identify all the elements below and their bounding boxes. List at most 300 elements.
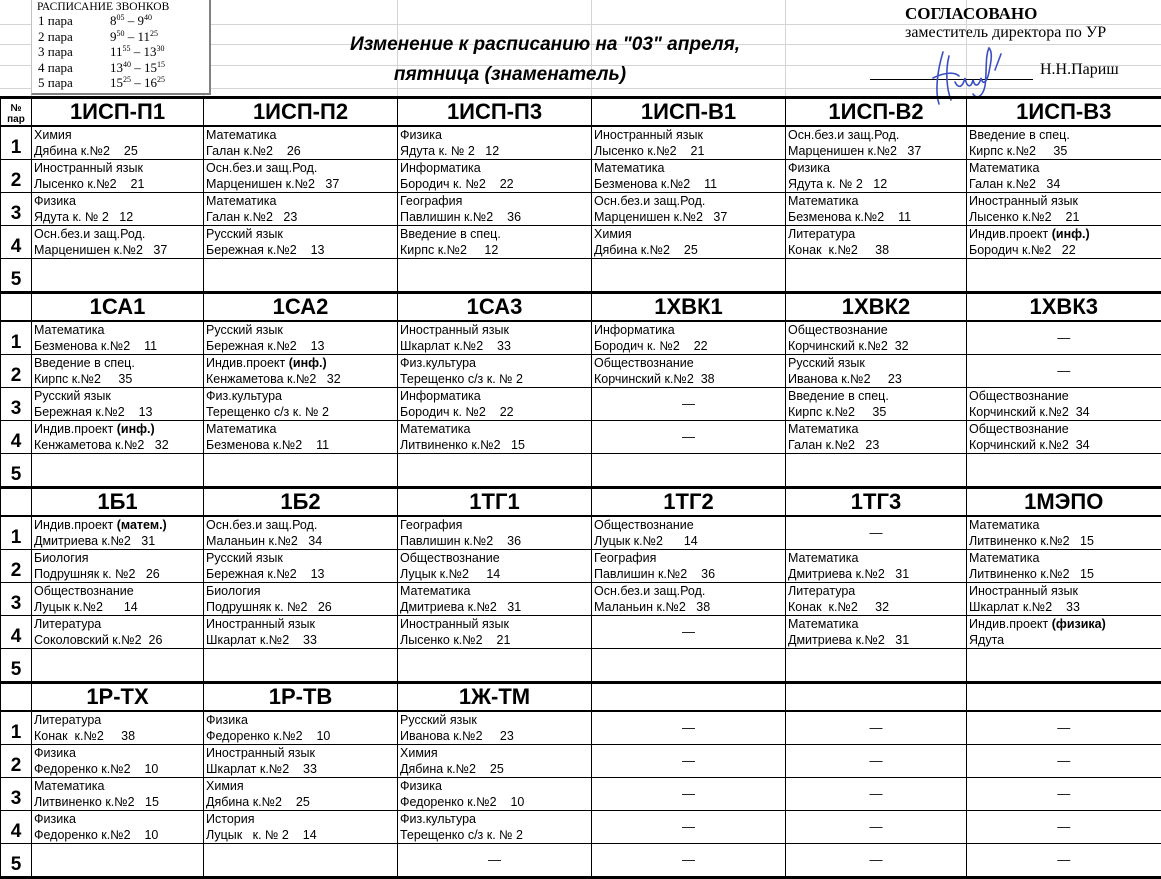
lesson-cell [204,844,398,878]
group-name: 1Р-ТХ [32,683,204,712]
lesson-cell [32,160,204,193]
lesson-cell [204,321,398,355]
lesson-cell [967,321,1161,355]
subject-text: Индив.проект [969,227,1052,241]
subject-text: Физика [34,194,76,208]
subject-text: Обществознание [594,356,694,370]
lesson-cell [398,421,592,454]
bell-separator: – [131,75,144,90]
teacher-room: Иванова к.№2 23 [788,371,966,387]
no-lesson-mark: — [786,778,966,810]
teacher-room: Дмитриева к.№2 31 [34,533,203,549]
subject-text: Биология [206,584,261,598]
subject-text: Обществознание [594,518,694,532]
lesson-cell [592,516,786,550]
lesson-cell [592,550,786,583]
lesson-row [1,321,1161,355]
subject-name [206,616,397,632]
subject-name [34,127,203,143]
subject-text: Химия [34,128,72,142]
page-title-line2: пятница (знаменатель) [300,60,760,90]
lesson-cell [786,193,967,226]
group-name: 1ТГ1 [398,488,592,517]
group-name: 1СА3 [398,293,592,322]
subject-text: Русский язык [34,389,111,403]
subject-text: Русский язык [206,323,283,337]
subject-name [400,355,591,371]
lesson-cell [204,778,398,811]
subject-text: Обществознание [400,551,500,565]
subject-text: Физика [34,812,76,826]
bell-separator: – [125,29,138,44]
bell-end-minute: 25 [157,75,165,84]
pair-number: 4 [1,811,32,844]
lesson-cell [204,126,398,160]
group-name: 1ТГ3 [786,488,967,517]
no-lesson-mark: — [967,778,1161,810]
lesson-cell [786,355,967,388]
subject-text: Математика [206,128,276,142]
teacher-room: Терещенко с/з к. № 2 [400,371,591,387]
group-header-row [1,98,1161,127]
pair-number-header [1,488,32,517]
lesson-row [1,355,1161,388]
teacher-room: Лысенко к.№2 21 [594,143,785,159]
lesson-cell [786,259,967,293]
subject-name [788,616,966,632]
lesson-cell [398,355,592,388]
lesson-row [1,550,1161,583]
teacher-room: Галан к.№2 23 [206,209,397,225]
lesson-cell [786,388,967,421]
lesson-cell [32,778,204,811]
no-lesson-mark: — [967,355,1161,387]
pair-number: 2 [1,355,32,388]
bell-time [110,60,165,76]
subject-name [34,745,203,761]
subject-text: Обществознание [969,389,1069,403]
subject-name [594,322,785,338]
teacher-room: Корчинский к.№2 38 [594,371,785,387]
subject-text: Введение в спец. [34,356,135,370]
group-name: 1ИСП-П2 [204,98,398,127]
group-name: 1Р-ТВ [204,683,398,712]
subject-name [34,811,203,827]
subject-name [400,583,591,599]
pair-number: 4 [1,616,32,649]
subject-name [400,745,591,761]
no-lesson-mark: — [592,712,785,744]
subject-name [34,355,203,371]
bell-separator: – [131,44,144,59]
subject-text: Осн.без.и защ.Род. [206,518,317,532]
subject-name [969,583,1161,599]
subject-text: Индив.проект [34,422,117,436]
subject-name [788,193,966,209]
lesson-cell [786,126,967,160]
group-name: 1ХВК3 [967,293,1161,322]
group-name: 1ХВК1 [592,293,786,322]
subject-text: Русский язык [400,713,477,727]
bell-pair-label: 1 пара [38,13,110,29]
subject-text: Осн.без.и защ.Род. [34,227,145,241]
lesson-cell [967,778,1161,811]
subject-text: Физ.культура [400,812,476,826]
approval-heading: СОГЛАСОВАНО [905,4,1037,24]
teacher-room: Конак к.№2 38 [34,728,203,744]
bell-start-minute: 40 [123,60,131,69]
lesson-cell [398,193,592,226]
pair-number: 5 [1,259,32,293]
subject-text: Математика [788,194,858,208]
lesson-cell [32,259,204,293]
lesson-cell [32,355,204,388]
lesson-cell [592,616,786,649]
bell-separator: – [131,60,144,75]
pair-number: 3 [1,388,32,421]
subject-text: Иностранный язык [969,194,1078,208]
subject-name [34,421,203,437]
bell-end-hour: 15 [144,60,157,75]
group-name: 1ТГ2 [592,488,786,517]
bell-start-hour: 11 [110,44,123,59]
subject-name [34,712,203,728]
teacher-room: Федоренко к.№2 10 [206,728,397,744]
lesson-cell [592,160,786,193]
lesson-cell [786,583,967,616]
lesson-cell [398,616,592,649]
teacher-room: Подрушняк к. №2 26 [34,566,203,582]
no-lesson-mark: — [592,421,785,453]
pair-number: 2 [1,550,32,583]
subject-name [788,160,966,176]
lesson-cell [592,811,786,844]
lesson-row [1,516,1161,550]
subject-text: Иностранный язык [400,323,509,337]
no-lesson-mark: — [786,745,966,777]
lesson-row [1,711,1161,745]
subject-name [400,388,591,404]
lesson-cell [398,778,592,811]
subject-name [969,193,1161,209]
lesson-cell [592,454,786,488]
teacher-room: Дябина к.№2 25 [400,761,591,777]
page-title [300,30,760,90]
subject-text: Математика [969,551,1039,565]
subject-qualifier: (матем.) [117,518,167,532]
lesson-cell [967,616,1161,649]
lesson-cell [398,516,592,550]
lesson-row [1,126,1161,160]
pair-number: 1 [1,711,32,745]
lesson-cell [32,388,204,421]
lesson-row [1,778,1161,811]
no-lesson-mark: — [592,745,785,777]
lesson-cell [786,811,967,844]
subject-text: Русский язык [788,356,865,370]
subject-text: Индив.проект [206,356,289,370]
pair-number: 1 [1,321,32,355]
teacher-room: Маланьин к.№2 34 [206,533,397,549]
teacher-room: Бородич к. №2 22 [400,176,591,192]
approver-name: Н.Н.Париш [1040,61,1119,79]
bell-row [32,29,209,45]
subject-text: Осн.без.и защ.Род. [206,161,317,175]
pair-number: 5 [1,844,32,878]
lesson-cell [32,321,204,355]
group-name: 1ХВК2 [786,293,967,322]
subject-name [400,550,591,566]
lesson-cell [786,321,967,355]
lesson-row [1,388,1161,421]
lesson-cell [786,711,967,745]
teacher-room: Дмитриева к.№2 31 [788,566,966,582]
lesson-cell [592,388,786,421]
subject-text: Математика [400,584,470,598]
lesson-cell [204,355,398,388]
bell-row [32,75,209,91]
teacher-room: Безменова к.№2 11 [788,209,966,225]
lesson-row [1,649,1161,683]
teacher-room: Галан к.№2 23 [788,437,966,453]
teacher-room: Бережная к.№2 13 [206,566,397,582]
subject-name [34,388,203,404]
no-lesson-mark: — [967,745,1161,777]
pair-number-header [1,293,32,322]
subject-text: Математика [788,551,858,565]
bell-end-minute: 40 [144,13,152,22]
subject-text: Обществознание [788,323,888,337]
lesson-cell [32,616,204,649]
teacher-room: Луцык к.№2 14 [34,599,203,615]
pair-number: 5 [1,454,32,488]
subject-name [594,160,785,176]
subject-qualifier: (инф.) [1052,227,1090,241]
subject-text: Информатика [400,161,481,175]
subject-name [400,778,591,794]
lesson-cell [967,388,1161,421]
subject-text: Осн.без.и защ.Род. [788,128,899,142]
pair-number: 4 [1,226,32,259]
teacher-room: Галан к.№2 34 [969,176,1161,192]
teacher-room: Литвиненко к.№2 15 [400,437,591,453]
teacher-room: Конак к.№2 38 [788,242,966,258]
no-lesson-mark: — [967,322,1161,354]
subject-text: Химия [400,746,438,760]
lesson-cell [398,259,592,293]
teacher-room: Луцык к.№2 14 [400,566,591,582]
subject-text: Математика [206,194,276,208]
subject-name [206,745,397,761]
subject-text: Математика [788,422,858,436]
lesson-cell [786,421,967,454]
subject-name [594,355,785,371]
subject-text: Физика [788,161,830,175]
subject-name [34,160,203,176]
bell-start-hour: 9 [110,29,117,44]
subject-name [788,550,966,566]
no-lesson-mark: — [967,844,1161,876]
bell-time [110,75,165,91]
teacher-room: Павлишин к.№2 36 [594,566,785,582]
pair-number: 2 [1,160,32,193]
bell-end-hour: 9 [138,13,145,28]
teacher-room: Корчинский к.№2 34 [969,404,1161,420]
bell-time [110,44,165,60]
teacher-room: Бережная к.№2 13 [206,338,397,354]
lesson-cell [592,421,786,454]
subject-text: Биология [34,551,89,565]
lesson-cell [204,160,398,193]
subject-text: Иностранный язык [206,617,315,631]
lesson-cell [398,321,592,355]
subject-text: Иностранный язык [34,161,143,175]
subject-name [594,127,785,143]
schedule-table [0,96,1161,879]
teacher-room: Лысенко к.№2 21 [34,176,203,192]
lesson-cell [398,583,592,616]
subject-name [788,388,966,404]
group-header-row [1,293,1161,322]
subject-name [206,811,397,827]
subject-name [969,127,1161,143]
lesson-cell [204,745,398,778]
teacher-room: Павлишин к.№2 36 [400,533,591,549]
teacher-room: Корчинский к.№2 34 [969,437,1161,453]
lesson-cell [204,421,398,454]
teacher-room: Шкарлат к.№2 33 [206,632,397,648]
subject-name [969,550,1161,566]
lesson-cell [786,516,967,550]
subject-text: Математика [969,161,1039,175]
teacher-room: Федоренко к.№2 10 [34,827,203,843]
pair-number: 1 [1,516,32,550]
subject-text: Обществознание [34,584,134,598]
bell-start-hour: 13 [110,60,123,75]
lesson-cell [592,126,786,160]
lesson-cell [398,388,592,421]
teacher-room: Дмитриева к.№2 31 [788,632,966,648]
pair-number-header [1,683,32,712]
subject-text: Осн.без.и защ.Род. [594,194,705,208]
lesson-cell [398,711,592,745]
bell-end-minute: 30 [157,44,165,53]
subject-text: Литература [34,617,101,631]
subject-text: Физ.культура [206,389,282,403]
lesson-cell [398,160,592,193]
no-lesson-mark: — [592,811,785,843]
teacher-room: Марценишен к.№2 37 [34,242,203,258]
pair-number: 3 [1,778,32,811]
teacher-room: Подрушняк к. №2 26 [206,599,397,615]
teacher-room: Соколовский к.№2 26 [34,632,203,648]
subject-text: Индив.проект [969,617,1052,631]
subject-text: Математика [206,422,276,436]
subject-text: География [400,194,462,208]
teacher-room: Терещенко с/з к. № 2 [206,404,397,420]
lesson-cell [398,811,592,844]
subject-text: География [400,518,462,532]
lesson-row [1,583,1161,616]
lesson-cell [32,193,204,226]
lesson-cell [592,583,786,616]
lesson-cell [32,811,204,844]
subject-text: Физика [400,128,442,142]
lesson-cell [32,745,204,778]
lesson-cell [204,616,398,649]
subject-qualifier: (инф.) [289,356,327,370]
bell-end-hour: 16 [144,75,157,90]
teacher-room: Шкарлат к.№2 33 [400,338,591,354]
subject-text: География [594,551,656,565]
teacher-room: Дябина к.№2 25 [594,242,785,258]
lesson-cell [786,844,967,878]
subject-qualifier: (физика) [1052,617,1106,631]
subject-name [400,616,591,632]
bell-row [32,60,209,76]
lesson-cell [967,160,1161,193]
subject-text: Иностранный язык [594,128,703,142]
subject-text: Иностранный язык [969,584,1078,598]
lesson-row [1,745,1161,778]
lesson-cell [592,355,786,388]
lesson-cell [967,259,1161,293]
lesson-cell [398,649,592,683]
subject-text: Введение в спец. [400,227,501,241]
lesson-cell [204,583,398,616]
lesson-cell [786,778,967,811]
lesson-cell [592,193,786,226]
teacher-room: Конак к.№2 32 [788,599,966,615]
group-header-row [1,488,1161,517]
subject-text: Физ.культура [400,356,476,370]
teacher-room: Бородич к. №2 22 [400,404,591,420]
lesson-cell [398,844,592,878]
subject-name [206,160,397,176]
subject-name [594,193,785,209]
subject-text: Химия [594,227,632,241]
lesson-cell [967,421,1161,454]
group-name: 1Б2 [204,488,398,517]
lesson-row [1,811,1161,844]
bell-time [110,29,158,45]
subject-name [594,226,785,242]
subject-name [400,127,591,143]
no-lesson-mark: — [592,616,785,648]
teacher-room: Литвиненко к.№2 15 [34,794,203,810]
subject-text: Осн.без.и защ.Род. [594,584,705,598]
bell-start-minute: 05 [117,13,125,22]
subject-name [969,421,1161,437]
subject-name [34,778,203,794]
lesson-cell [786,550,967,583]
lesson-cell [398,126,592,160]
lesson-cell [204,454,398,488]
no-lesson-mark: — [398,844,591,876]
lesson-cell [786,160,967,193]
subject-name [34,583,203,599]
lesson-cell [204,226,398,259]
group-name: 1СА2 [204,293,398,322]
pair-number: 3 [1,193,32,226]
lesson-cell [32,454,204,488]
pair-number: 5 [1,649,32,683]
group-name: 1Б1 [32,488,204,517]
bell-start-hour: 8 [110,13,117,28]
subject-name [206,550,397,566]
subject-name [206,712,397,728]
subject-text: Математика [594,161,664,175]
